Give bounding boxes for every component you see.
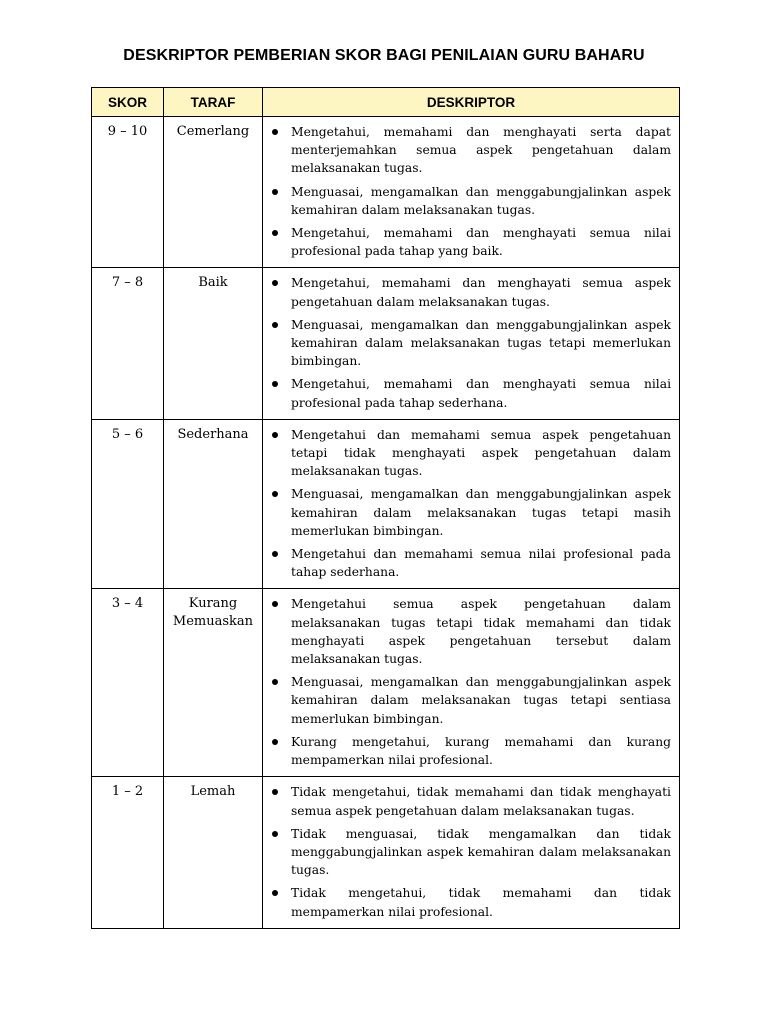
table-row [92,268,680,419]
taraf-cell: Sederhana [164,419,263,589]
descriptor-list [271,123,671,260]
header-skor: SKOR [92,88,164,117]
skor-descriptor-table [91,87,680,929]
list-item: Menguasai, mengamalkan dan menggabungjalinkan aspek kemahiran dalam melaksanakan tugas. [271,183,671,219]
deskriptor-cell [263,419,680,589]
taraf-cell: Baik [164,268,263,419]
descriptor-list [271,595,671,769]
list-item: Tidak menguasai, tidak mengamalkan dan tidak menggabungjalinkan aspek kemahiran dalam melaksanakan tugas. [271,825,671,880]
deskriptor-cell [263,777,680,928]
skor-cell: 3 – 4 [92,589,164,777]
taraf-cell: Kurang Memuaskan [164,589,263,777]
table-header-row [92,88,680,117]
descriptor-list [271,274,671,411]
list-item: Mengetahui, memahami dan menghayati semua aspek pengetahuan dalam melaksanakan tugas. [271,274,671,310]
list-item: Mengetahui dan memahami semua aspek pengetahuan tetapi tidak menghayati aspek pengetahuan dalam melaksanakan tugas. [271,426,671,481]
descriptor-list [271,426,671,582]
list-item: Mengetahui, memahami dan menghayati serta dapat menterjemahkan semua aspek pengetahuan dalam melaksanakan tugas. [271,123,671,178]
table-row [92,589,680,777]
table-row [92,419,680,589]
skor-cell: 1 – 2 [92,777,164,928]
list-item: Tidak mengetahui, tidak memahami dan tidak mempamerkan nilai profesional. [271,884,671,920]
deskriptor-cell [263,268,680,419]
skor-cell: 9 – 10 [92,117,164,268]
list-item: Mengetahui semua aspek pengetahuan dalam melaksanakan tugas tetapi tidak memahami dan tidak menghayati aspek pengetahuan tersebut dalam melaksanakan tugas. [271,595,671,668]
list-item: Menguasai, mengamalkan dan menggabungjalinkan aspek kemahiran dalam melaksanakan tugas tetapi masih memerlukan bimbingan. [271,485,671,540]
taraf-cell: Cemerlang [164,117,263,268]
table-row [92,117,680,268]
skor-cell: 5 – 6 [92,419,164,589]
deskriptor-cell [263,589,680,777]
table-row [92,777,680,928]
taraf-cell: Lemah [164,777,263,928]
list-item: Kurang mengetahui, kurang memahami dan kurang mempamerkan nilai profesional. [271,733,671,769]
list-item: Mengetahui, memahami dan menghayati semua nilai profesional pada tahap yang baik. [271,224,671,260]
descriptor-list [271,783,671,920]
list-item: Mengetahui, memahami dan menghayati semua nilai profesional pada tahap sederhana. [271,375,671,411]
header-taraf: TARAF [164,88,263,117]
list-item: Menguasai, mengamalkan dan menggabungjalinkan aspek kemahiran dalam melaksanakan tugas tetapi sentiasa memerlukan bimbingan. [271,673,671,728]
list-item: Tidak mengetahui, tidak memahami dan tidak menghayati semua aspek pengetahuan dalam melaksanakan tugas. [271,783,671,819]
list-item: Mengetahui dan memahami semua nilai profesional pada tahap sederhana. [271,545,671,581]
page-title: DESKRIPTOR PEMBERIAN SKOR BAGI PENILAIAN GURU BAHARU [123,47,645,64]
header-deskriptor: DESKRIPTOR [263,88,680,117]
list-item: Menguasai, mengamalkan dan menggabungjalinkan aspek kemahiran dalam melaksanakan tugas tetapi memerlukan bimbingan. [271,316,671,371]
deskriptor-cell [263,117,680,268]
skor-cell: 7 – 8 [92,268,164,419]
